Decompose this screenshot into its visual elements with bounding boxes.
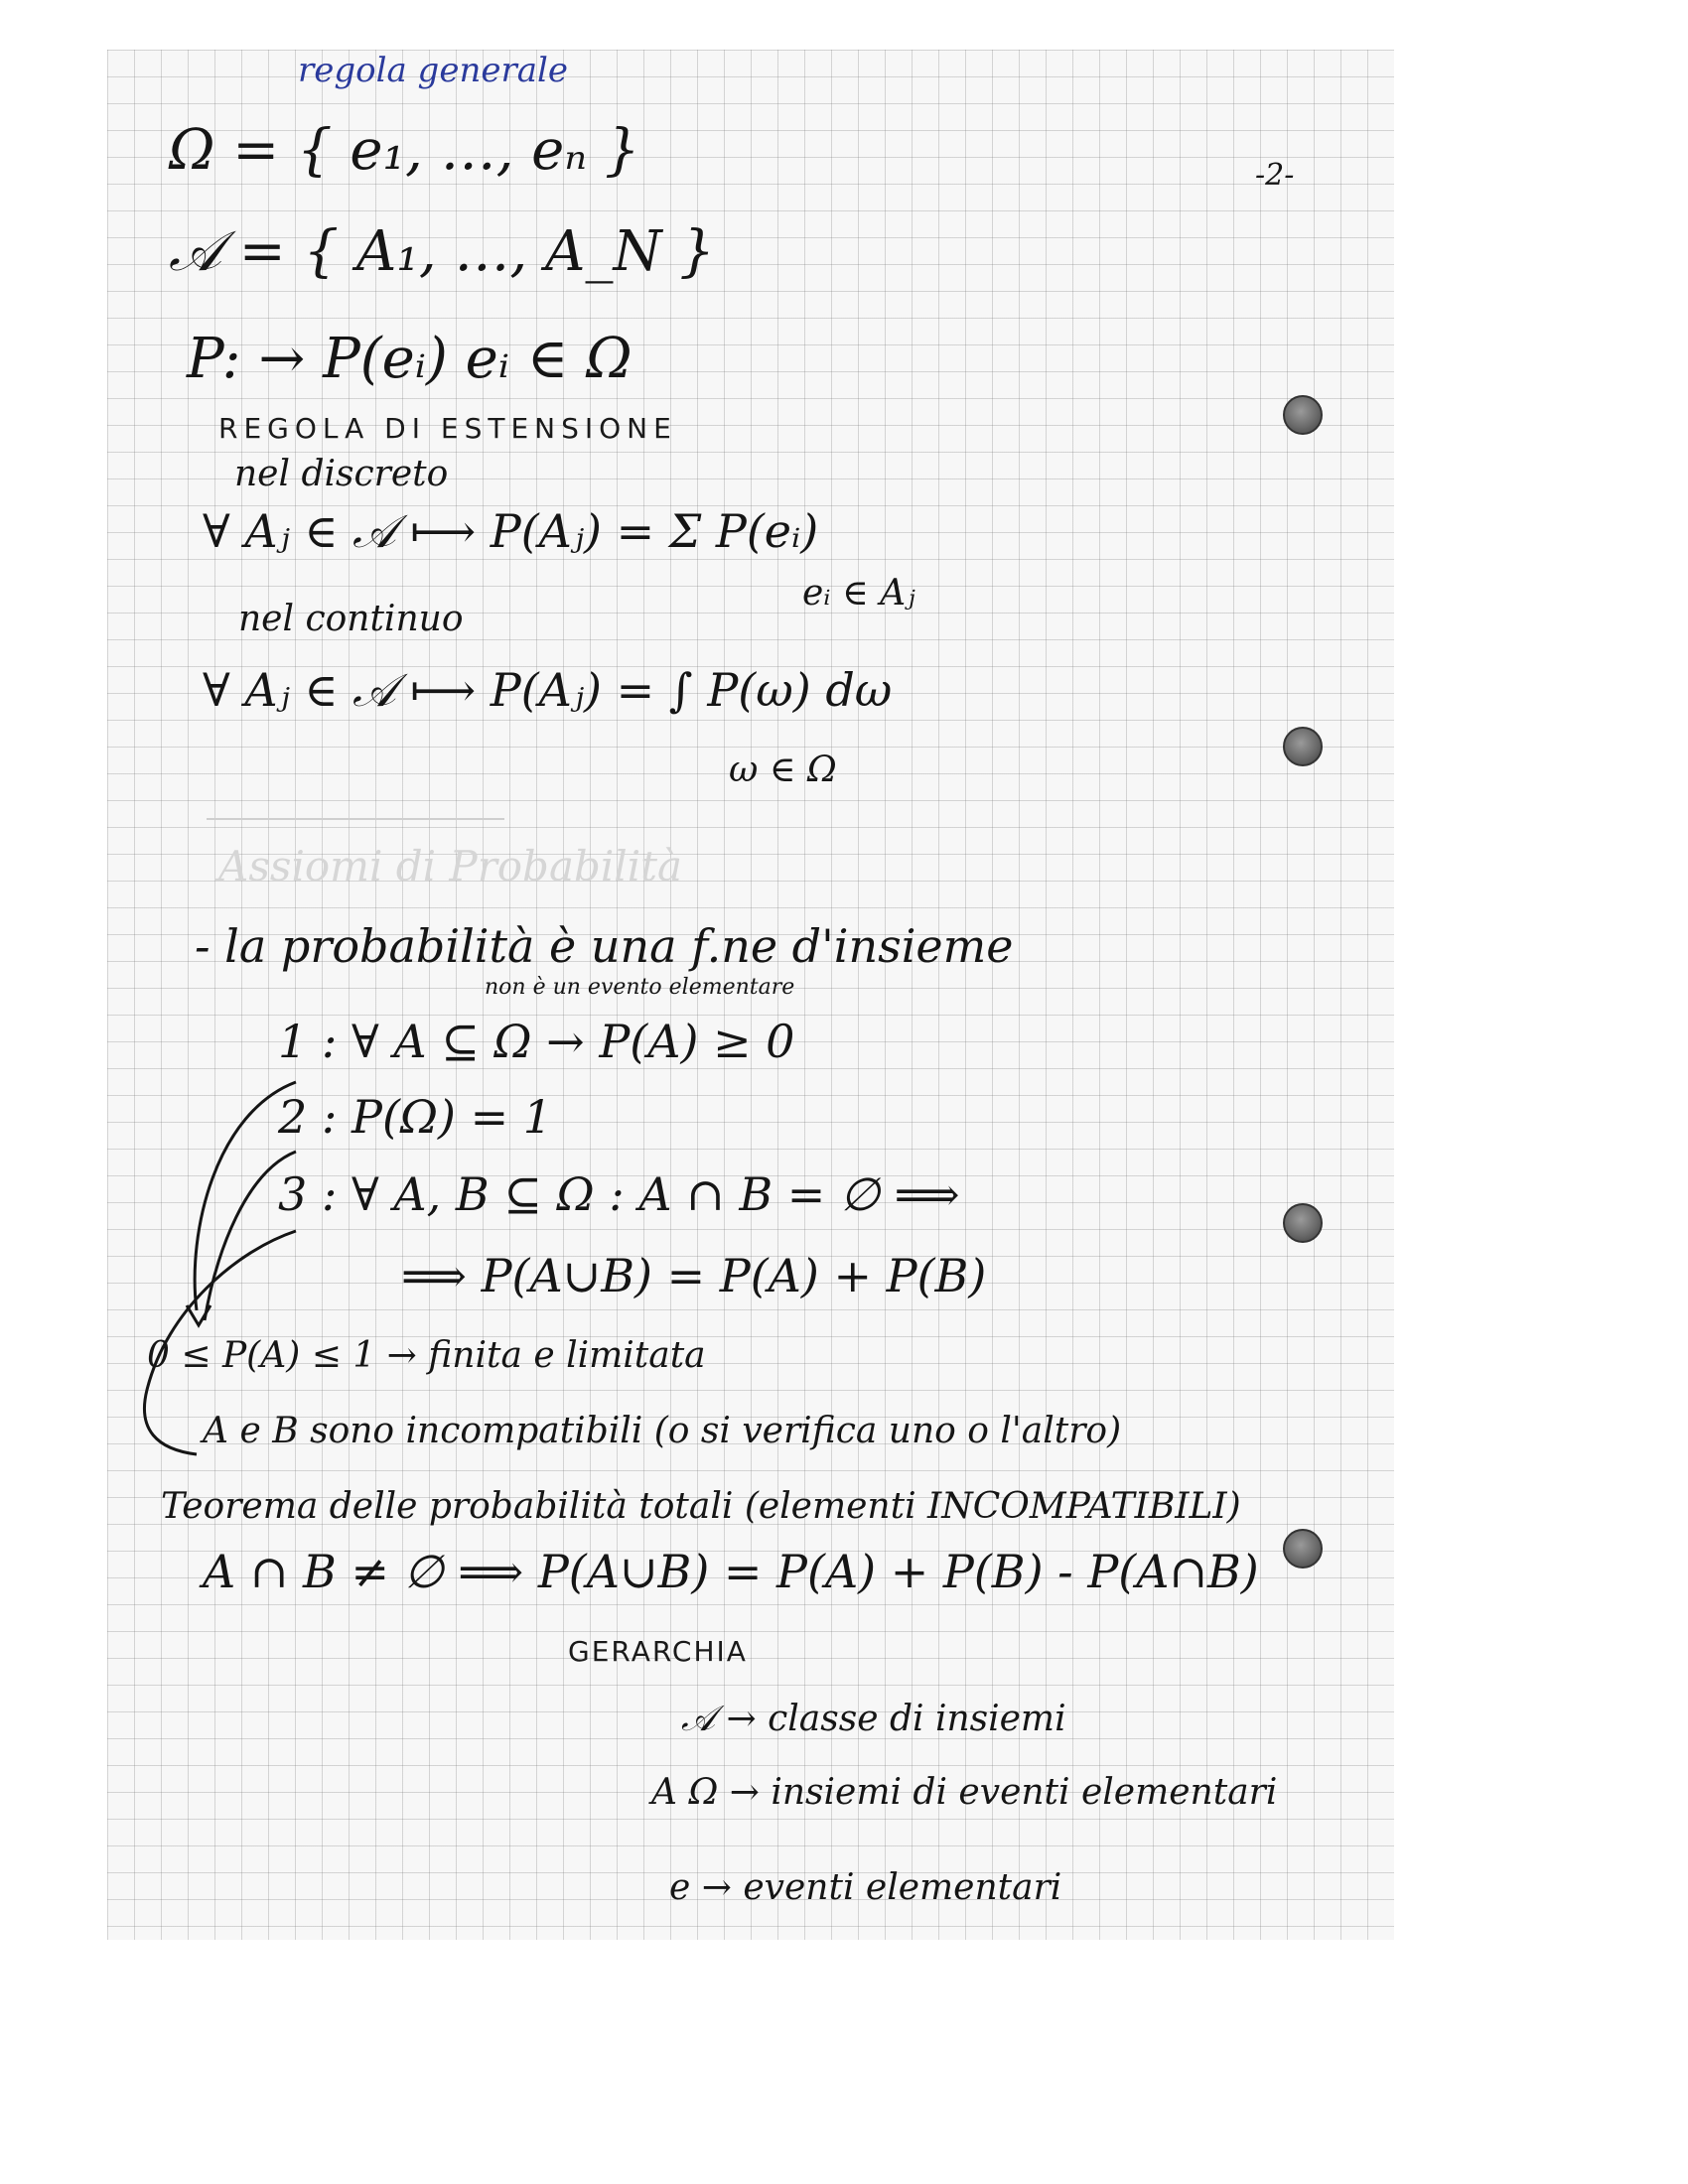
total-probability-theorem: Teorema delle probabilità totali (elementi INCOMPATIBILI) [161, 1486, 1241, 1527]
bounded-statement: 0 ≤ P(A) ≤ 1 → finita e limitata [147, 1335, 706, 1376]
binder-hole-1 [1283, 395, 1323, 435]
small-annotation: non è un evento elementare [485, 975, 795, 1000]
faded-axioms-heading: Assiomi di Probabilità [218, 842, 683, 890]
faded-divider [207, 818, 504, 820]
incompatible-statement: A e B sono incompatibili (o si verifica uno o l'altro) [203, 1411, 1122, 1451]
hierarchy-level-2: A Ω → insiemi di eventi elementari [651, 1772, 1278, 1813]
notebook-page [107, 50, 1394, 1940]
axiom-3: 3 : ∀ A, B ⊆ Ω : A ∩ B = ∅ ⟹ [278, 1167, 960, 1221]
binder-hole-2 [1283, 727, 1323, 766]
probability-map: P: → P(eᵢ) eᵢ ∈ Ω [187, 327, 633, 391]
axiom-1: 1 : ∀ A ⊆ Ω → P(A) ≥ 0 [278, 1015, 795, 1068]
omega-definition: Ω = { e₁, …, eₙ } [169, 118, 640, 183]
binder-hole-3 [1283, 1203, 1323, 1243]
axiom-3-consequence: ⟹ P(A∪B) = P(A) + P(B) [401, 1249, 987, 1302]
continuous-subscript: ω ∈ Ω [729, 750, 837, 790]
hierarchy-level-3: e → eventi elementari [669, 1867, 1062, 1908]
discrete-subscript: eᵢ ∈ Aⱼ [802, 573, 915, 614]
discrete-label: nel discreto [234, 454, 449, 494]
page-title: regola generale [298, 51, 568, 90]
discrete-formula: ∀ Aⱼ ∈ 𝒜 ⟼ P(Aⱼ) = Σ P(eᵢ) [203, 504, 819, 558]
hierarchy-level-1: 𝒜 → classe di insiemi [681, 1699, 1066, 1739]
axiom-2: 2 : P(Ω) = 1 [278, 1090, 553, 1144]
continuous-label: nel continuo [238, 599, 464, 639]
extension-rule-heading: REGOLA DI ESTENSIONE [218, 412, 677, 445]
hierarchy-heading: GERARCHIA [568, 1635, 748, 1668]
page-number: -2- [1255, 158, 1295, 193]
union-formula: A ∩ B ≠ ∅ ⟹ P(A∪B) = P(A) + P(B) - P(A∩B) [203, 1545, 1259, 1598]
binder-hole-4 [1283, 1529, 1323, 1569]
algebra-definition: 𝒜 = { A₁, …, A_N } [169, 219, 715, 284]
axiom-arrows [127, 1052, 326, 1469]
probability-function-line: - la probabilità è una f.ne d'insieme [195, 919, 1014, 973]
continuous-formula: ∀ Aⱼ ∈ 𝒜 ⟼ P(Aⱼ) = ∫ P(ω) dω [203, 663, 893, 717]
